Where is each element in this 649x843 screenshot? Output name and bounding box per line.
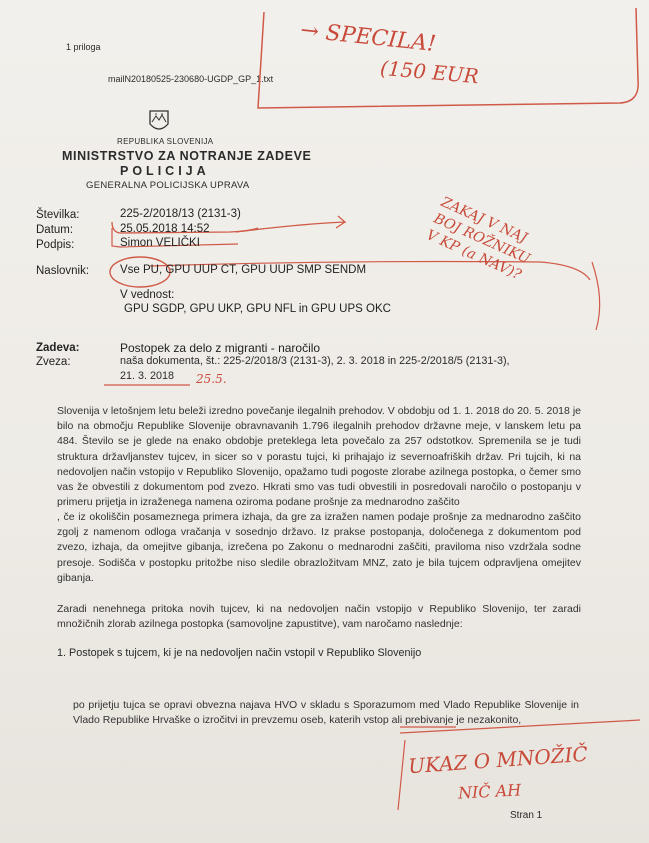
ministry-name: MINISTRSTVO ZA NOTRANJE ZADEVE	[62, 149, 312, 163]
subject-value: Postopek za delo z migranti - naročilo	[120, 341, 321, 355]
police-name: POLICIJA	[120, 164, 210, 178]
paragraph-2: , če iz okoliščin posameznega primera izhaja, da gre za izražen namen podaje prošnje za mednarodno zaščito zgolj z namenom odloga vračanja v sosednjo državo. Iz prakse postopanja, določenega z dokumentom pod zvezo, izhaja, da omejitve gibanja, izrečena po Zakonu o mednarodni zaščiti, praviloma niso vzdržala sodne presoje. Sodišča v postopku pritožbe niso sledile obrazložitvam MNZ, zato je bila tujcem odpravljena omejitev gibanja.	[57, 511, 581, 584]
date-value: 25.05.2018 14:52	[120, 223, 210, 235]
recipient-label: Naslovnik:	[36, 265, 90, 277]
cc-value: GPU SGDP, GPU UKP, GPU NFL in GPU UPS OKC	[124, 303, 391, 315]
handwritten-note-bottom: UKAZ O MNOŽIČ	[407, 741, 589, 779]
handwritten-note-right: ZAKAJ V NAJ BOJ ROŽNIKU V KP (a NAV)?	[423, 194, 533, 284]
reference-label: Zveza:	[36, 356, 71, 368]
paragraph-1: Slovenija v letošnjem letu beleži izredno povečanje ilegalnih prehodov. V obdobju od 1. 1. 2018 do 20. 5. 2018 je bilo na območju Republike Slovenije obravnavanih 1.796 ilegalnih prehodov državne meje, v lanskem letu pa 484. Število se je glede na enako obdobje preteklega leta povečalo za 257 odstotkov. Spremenila se je tudi struktura državljanstev tujcev, in sicer so v porastu tujci, ki prihajajo iz severnoafriških držav. Pri tujcih, ki na nedovoljen način vstopijo v Republiko Slovenijo, opažamo tudi pogoste zlorabe azilnega postopka, o čemer smo vas že obvestili z dokumentom pod zvezo. Hkrati smo vas tudi obvestili in posredovali naročilo o postopanju v primeru prijetja in izraženega namena oziroma podane prošnje za mednarodno zaščito	[57, 405, 581, 509]
signature-label: Podpis:	[36, 239, 75, 251]
handwritten-note-price: (150 EUR	[379, 55, 480, 89]
handwritten-note-top: → SPECILA!	[299, 17, 438, 58]
number-value: 225-2/2018/13 (2131-3)	[120, 208, 241, 220]
mail-filename: mailN20180525-230680-UGDP_GP_1.txt	[108, 74, 274, 84]
subject-label: Zadeva:	[36, 342, 80, 354]
paragraph-4: po prijetju tujca se opravi obvezna najava HVO v skladu s Sporazumom med Vlado Republike Slovenije in Vlado Republike Hrvaške o izročitvi in prevzemu oseb, katerih vstop ali prebivanje je nezakonito,	[73, 699, 579, 727]
coat-of-arms-icon	[150, 111, 168, 129]
number-label: Številka:	[36, 209, 80, 221]
handwritten-note-bottom-2: NIČ AH	[457, 780, 522, 803]
recipient-value: Vse PU, GPU UUP CT, GPU UUP SMP SENDM	[120, 264, 367, 276]
directorate-name: GENERALNA POLICIJSKA UPRAVA	[86, 180, 250, 191]
reference-value-cont: 21. 3. 2018	[120, 370, 175, 382]
page-number: Stran 1	[510, 810, 543, 821]
handwritten-date: 25.5.	[196, 372, 227, 386]
cc-label: V vednost:	[120, 289, 175, 301]
country-name: REPUBLIKA SLOVENIJA	[117, 137, 214, 146]
date-label: Datum:	[36, 224, 74, 236]
paragraph-3: Zaradi nenehnega pritoka novih tujcev, ki na nedovoljen način vstopijo v Republiko Slovenijo, ter zaradi množičnih zlorab azilnega postopka (samovoljne zapustitve), vam naročamo naslednje:	[57, 603, 581, 631]
signature-value: Simon VELIČKI	[120, 237, 200, 249]
attachment-note: 1 priloga	[66, 42, 101, 52]
section-heading-1: 1. Postopek s tujcem, ki je na nedovoljen način vstopil v Republiko Slovenijo	[57, 647, 422, 659]
reference-value: naša dokumenta, št.: 225-2/2018/3 (2131-3), 2. 3. 2018 in 225-2/2018/5 (2131-3),	[120, 355, 510, 367]
